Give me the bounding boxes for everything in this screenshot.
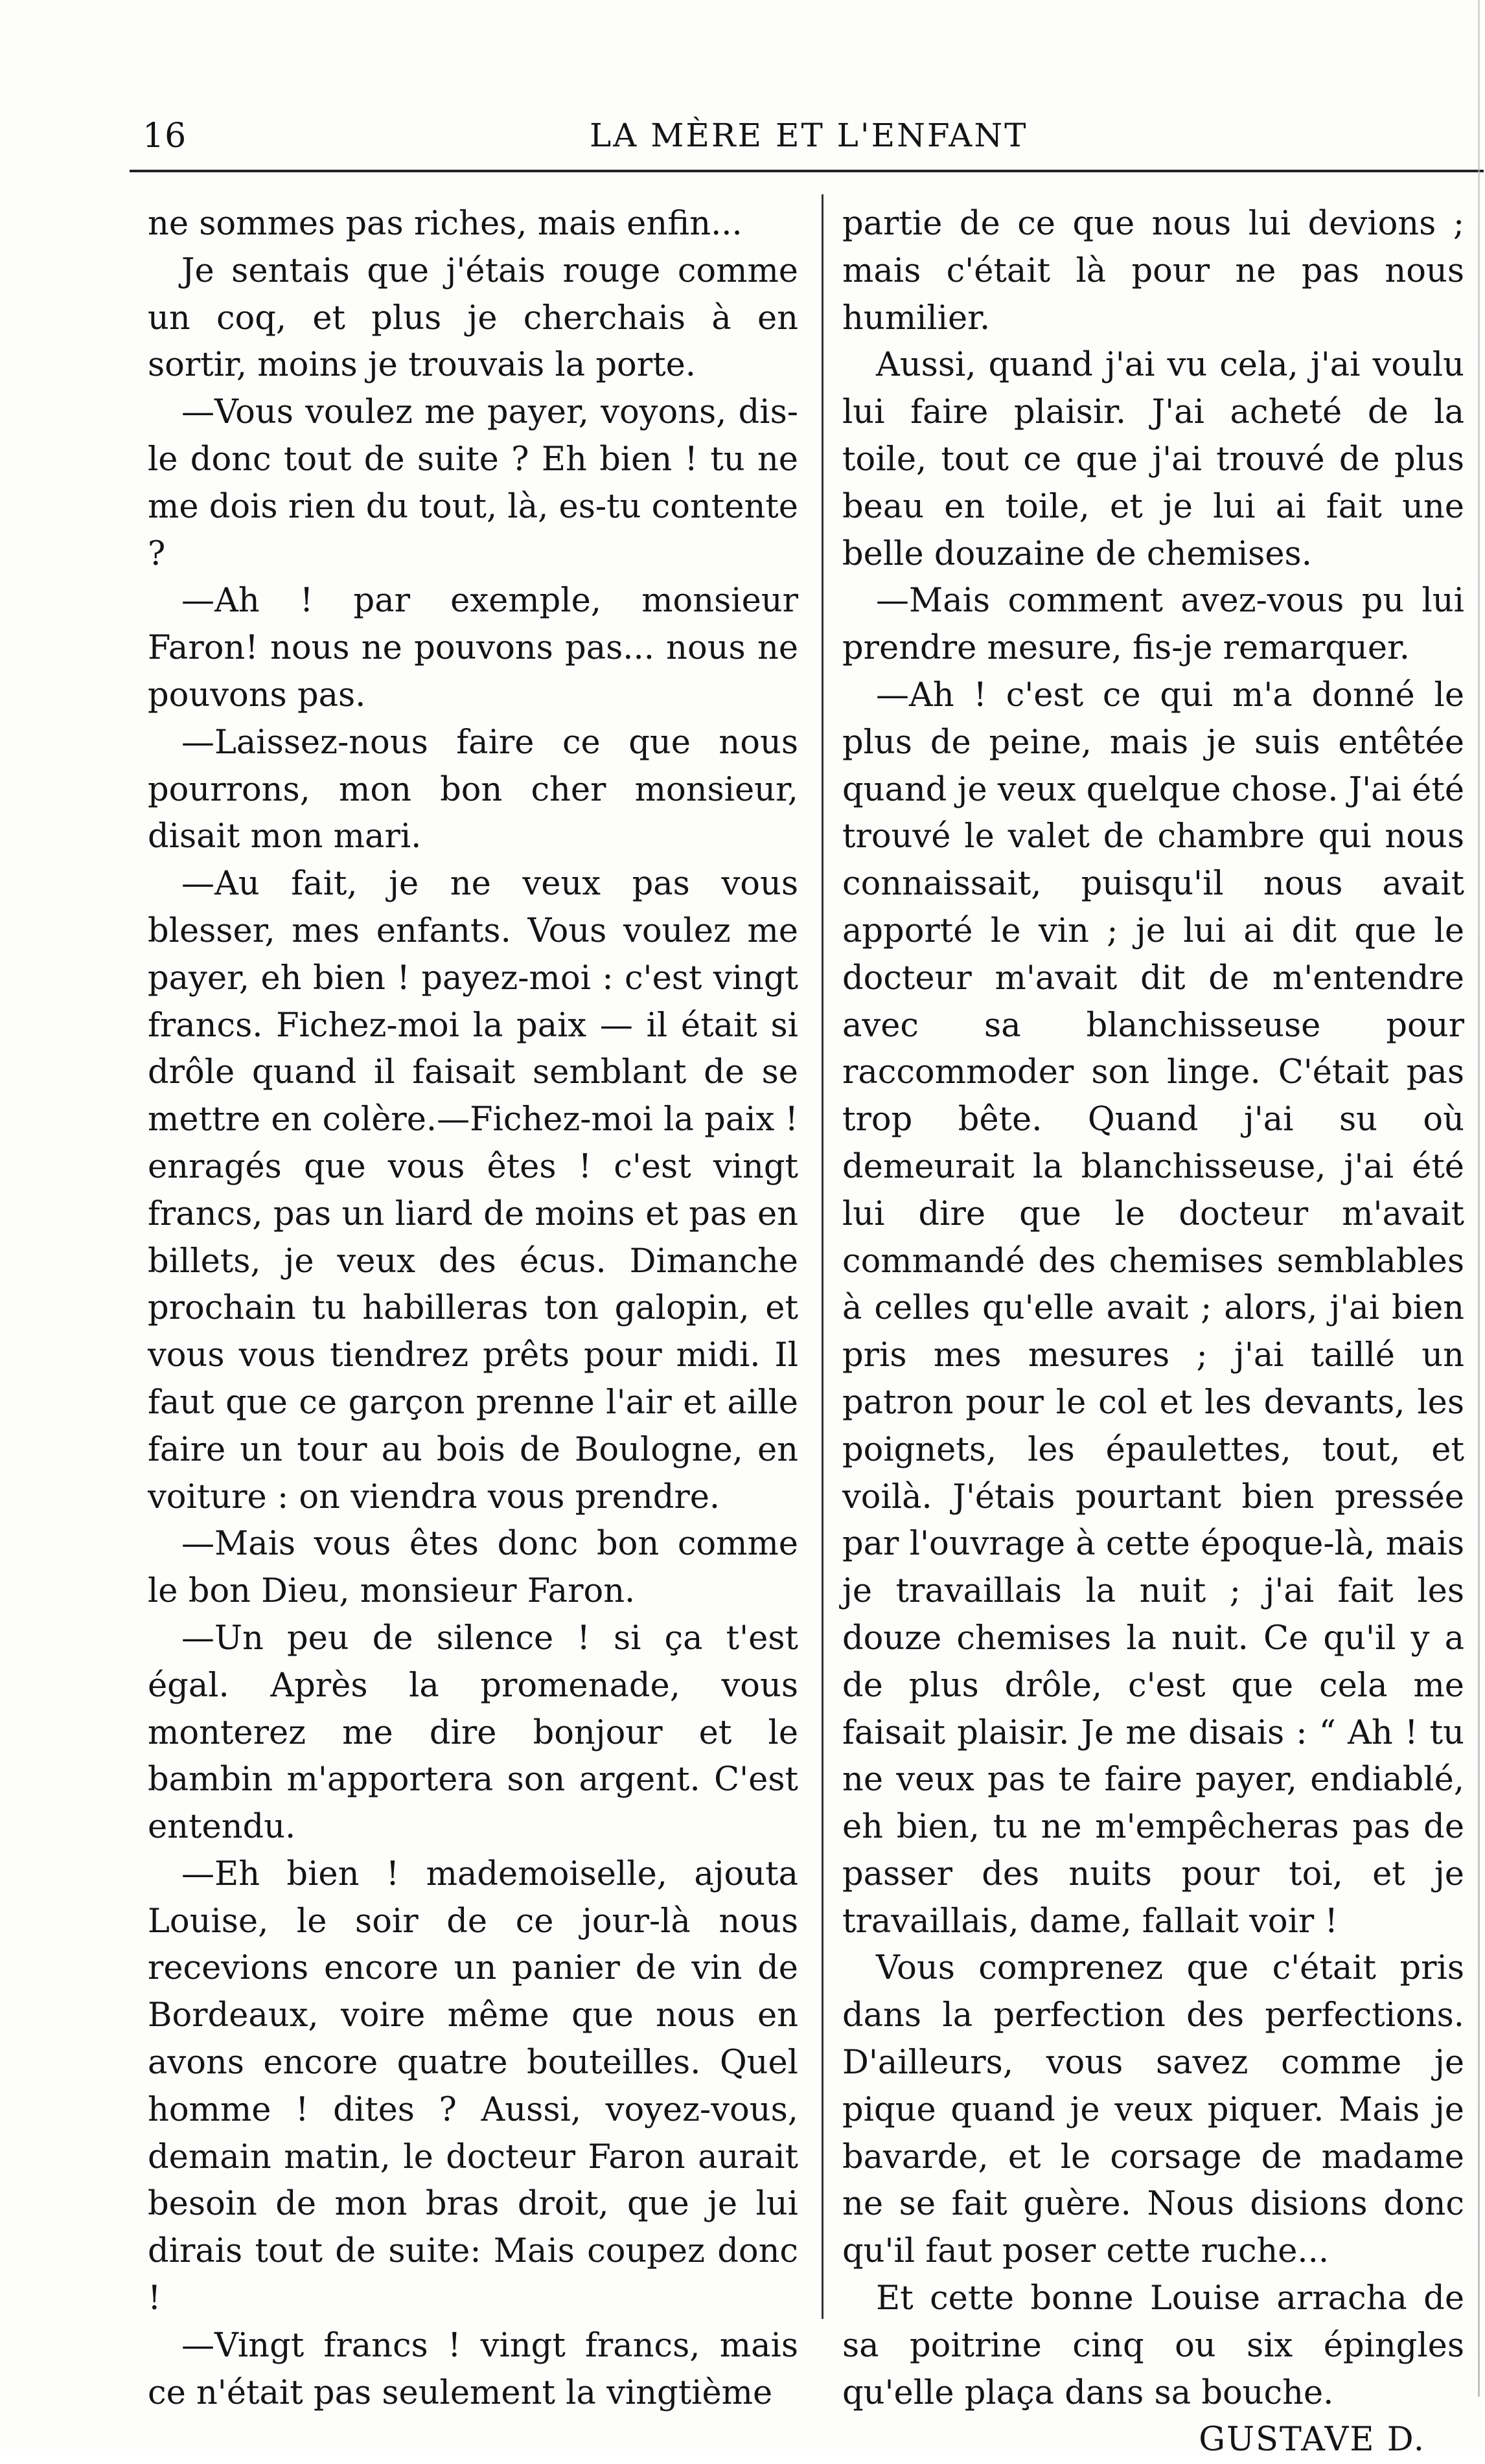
paragraph: Et cette bonne Louise arracha de sa poitrine cinq ou six épingles qu'elle plaça dans sa bouche. [842,2279,1464,2412]
paragraph: partie de ce que nous lui devions ; mais c'était là pour ne pas nous humilier. [842,205,1464,337]
left-column [148,201,798,2417]
paragraph: ne sommes pas riches, mais enfin... [148,205,742,243]
right-column [842,201,1464,2459]
paragraph: —Mais vous êtes donc bon comme le bon Dieu, monsieur Faron. [148,1525,798,1611]
paragraph: Aussi, quand j'ai vu cela, j'ai voulu lui faire plaisir. J'ai acheté de la toile, tout ce que j'ai trouvé de plus beau en toile, et je lui ai fait une belle douzaine de chemises. [842,346,1464,573]
paragraph: —Vingt francs ! vingt francs, mais ce n'était pas seulement la vingtième [148,2326,798,2412]
paragraph: Je sentais que j'étais rouge comme un coq, et plus je cherchais à en sortir, moins je trouvais la porte. [148,251,798,385]
paragraph: —Laissez-nous faire ce que nous pourrons, mon bon cher monsieur, disait mon mari. [148,723,798,856]
running-title: LA MÈRE ET L'ENFANT [590,117,1028,154]
page-header [143,110,1464,168]
paragraph: —Ah ! c'est ce qui m'a donné le plus de peine, mais je suis entêtée quand je veux quelque chose. J'ai été trouvé le valet de chambre qui nous connaissait, puisqu'il nous avait apporté le vin ; je lui ai dit que le docteur m'avait dit de m'entendre avec sa blanchisseuse pour raccommoder son linge. C'était pas trop bête. Quand j'ai su où demeurait la blanchisseuse, j'ai été lui dire que le docteur m'avait commandé des chemises semblables à celles qu'elle avait ; alors, j'ai bien pris mes mesures ; j'ai taillé un patron pour le col et les devants, les poignets, les épaulettes, tout, et voilà. J'étais pourtant bien pressée par l'ouvrage à cette époque-là, mais je travaillais la nuit ; j'ai fait les douze chemises la nuit. Ce qu'il y a de plus drôle, c'est que cela me faisait plaisir. Je me disais : “ Ah ! tu ne veux pas te faire payer, endiablé, eh bien, tu ne m'empêcheras pas de passer des nuits pour toi, et je travaillais, dame, fallait voir ! [842,676,1464,1941]
paragraph: —Ah ! par exemple, monsieur Faron! nous ne pouvons pas... nous ne pouvons pas. [148,582,798,714]
paragraph: —Au fait, je ne veux pas vous blesser, mes enfants. Vous voulez me payer, eh bien ! payez-moi : c'est vingt francs. Fichez-moi la paix — il était si drôle quand il faisait semblant de se mettre en colère.—Fichez-moi la paix ! enragés que vous êtes ! c'est vingt francs, pas un liard de moins et pas en billets, je veux des écus. Dimanche prochain tu habilleras ton galopin, et vous vous tiendrez prêts pour midi. Il faut que ce garçon prenne l'air et aille faire un tour au bois de Boulogne, en voiture : on viendra vous prendre. [148,865,798,1516]
signature: GUSTAVE D. [1199,2421,1425,2459]
page-number: 16 [143,117,187,155]
paragraph: —Vous voulez me payer, voyons, dis-le donc tout de suite ? Eh bien ! tu ne me dois rien du tout, là, es-tu contente ? [148,393,798,573]
page-edge-shadow [1478,0,1480,2397]
paragraph: —Mais comment avez-vous pu lui prendre mesure, fis-je remarquer. [842,582,1464,668]
header-rule [130,170,1484,172]
paragraph: —Eh bien ! mademoiselle, ajouta Louise, le soir de ce jour-là nous recevions encore un panier de vin de Bordeaux, voire même que nous en avons encore quatre bouteilles. Quel homme ! dites ? Aussi, voyez-vous, demain matin, le docteur Faron aurait besoin de mon bras droit, que je lui dirais tout de suite: Mais coupez donc ! [148,1854,798,2318]
paragraph: Vous comprenez que c'était pris dans la perfection des perfections. D'ailleurs, vous savez comme je pique quand je veux piquer. Mais je bavarde, et le corsage de madame ne se fait guère. Nous disions donc qu'il faut poser cette ruche... [842,1949,1464,2271]
paragraph: —Un peu de silence ! si ça t'est égal. Après la promenade, vous monterez me dire bonjour et le bambin m'apportera son argent. C'est entendu. [148,1619,798,1847]
column-rule [822,194,823,2319]
